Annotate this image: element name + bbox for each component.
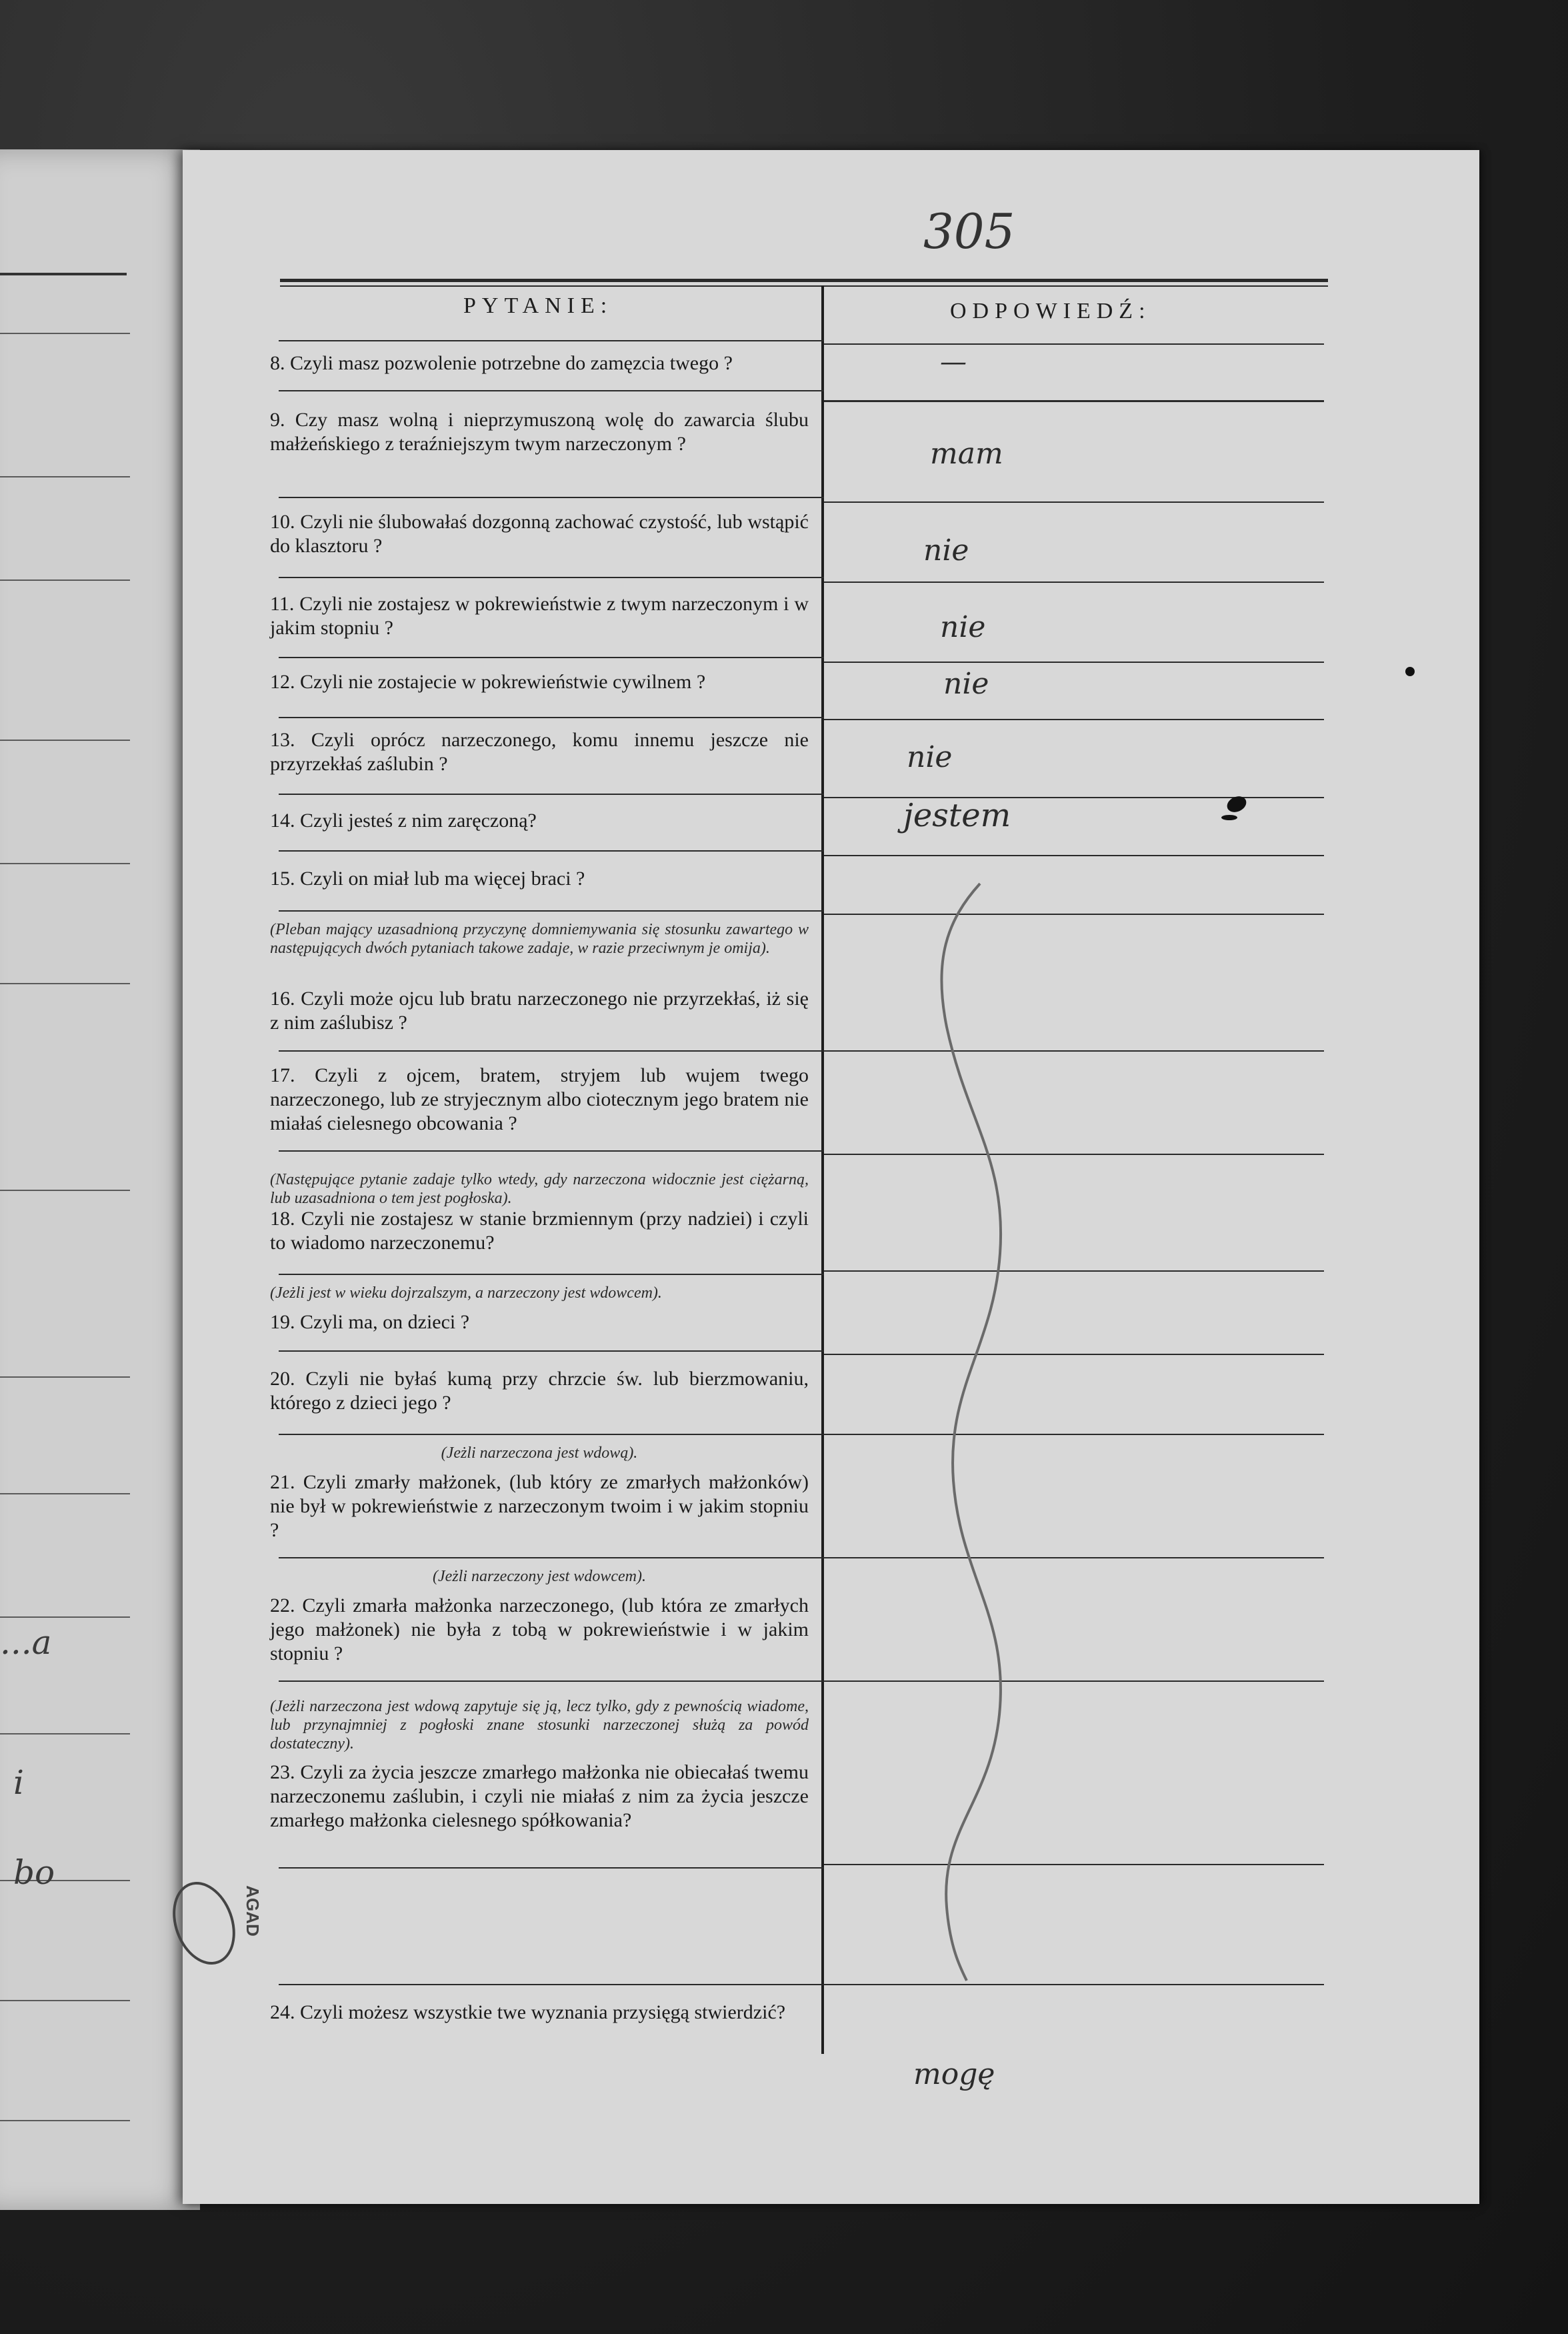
question-13: 13. Czyli oprócz narzeczonego, komu innemu jeszcze nie przyrzekłaś zaślubin ? xyxy=(270,729,809,775)
left-handwriting-1: ...a xyxy=(0,1623,52,1662)
answer-9: mam xyxy=(930,437,1003,471)
answer-11: nie xyxy=(940,610,986,644)
note-23: (Jeżli narzeczona jest wdową zapytuje się ją, lecz tylko, gdy z pewnością wiadome, lub przynajmniej z pogłoski znane stosunki narzeczonej służą za powód dostateczny). xyxy=(270,1698,809,1753)
note-18: (Następujące pytanie zadaje tylko wtedy, gdy narzeczona widocznie jest ciężarną, lub uzasadniona o tem jest pogłoska). xyxy=(270,1171,809,1207)
note-22: (Jeżli narzeczony jest wdowcem). xyxy=(433,1568,646,1585)
note-19: (Jeżli jest w wieku dojrzalszym, a narzeczony jest wdowcem). xyxy=(270,1284,662,1302)
blank-answer-wave-line xyxy=(920,880,1027,1987)
question-20: 20. Czyli nie byłaś kumą przy chrzcie św. lub bierzmowaniu, którego z dzieci jego ? xyxy=(270,1368,809,1414)
column-divider xyxy=(821,285,824,2054)
answer-12: nie xyxy=(943,667,989,701)
left-handwriting-2: i xyxy=(13,1763,24,1802)
question-14: 14. Czyli jesteś z nim zaręczoną? xyxy=(270,810,537,832)
question-23: 23. Czyli za życia jeszcze zmarłego małżonka nie obiecałaś twemu narzeczonemu zaślubin, i czyli nie miałaś z nim za życia jeszcze zmarłego małżonka cielesnego spółkowania? xyxy=(270,1761,809,1831)
question-16: 16. Czyli może ojcu lub bratu narzeczonego nie przyrzekłaś, iż się z nim zaślubisz ? xyxy=(270,988,809,1034)
answer-10: nie xyxy=(923,533,969,567)
question-12: 12. Czyli nie zostajecie w pokrewieństwie cywilnem ? xyxy=(270,671,706,693)
answer-13: nie xyxy=(907,740,953,774)
stamp-label: AGAD xyxy=(242,1885,263,1937)
left-handwriting-3: bo xyxy=(13,1853,55,1892)
question-18: 18. Czyli nie zostajesz w stanie brzmiennym (przy nadziei) i czyli to wiadomo narzeczonemu? xyxy=(270,1208,809,1254)
question-9: 9. Czy masz wolną i nieprzymuszoną wolę do zawarcia ślubu małżeńskiego z teraźniejszym twym narzeczonym ? xyxy=(270,409,809,455)
column-header-answer: ODPOWIEDŹ: xyxy=(950,299,1151,323)
question-22: 22. Czyli zmarła małżonka narzeczonego, (lub która ze zmarłych jego małżonek) nie była z tobą w pokrewieństwie i w jakim stopniu ? xyxy=(270,1594,809,1664)
question-10: 10. Czyli nie ślubowałaś dozgonną zachować czystość, lub wstąpić do klasztoru ? xyxy=(270,511,809,557)
note-21: (Jeżli narzeczona jest wdową). xyxy=(441,1444,638,1462)
question-24: 24. Czyli możesz wszystkie twe wyznania przysięgą stwierdzić? xyxy=(270,2001,786,2023)
question-15: 15. Czyli on miał lub ma więcej braci ? xyxy=(270,868,585,890)
question-8: 8. Czyli masz pozwolenie potrzebne do zamęzcia twego ? xyxy=(270,352,733,374)
page-number: 305 xyxy=(923,203,1015,259)
answer-24: mogę xyxy=(913,2057,995,2091)
question-17: 17. Czyli z ojcem, bratem, stryjem lub wujem twego narzeczonego, lub ze stryjecznym albo ciotecznym jego bratem nie miałaś cielesnego obcowania ? xyxy=(270,1064,809,1134)
answer-8: — xyxy=(940,347,967,377)
note-16: (Pleban mający uzasadnioną przyczynę domniemywania się stosunku zawartego w następujących dwóch pytaniach takowe zadaje, w razie przeciwnym je omija). xyxy=(270,921,809,957)
left-page xyxy=(0,149,200,2210)
answer-14: jestem xyxy=(903,797,1011,834)
question-21: 21. Czyli zmarły małżonek, (lub który ze zmarłych małżonków) nie był w pokrewieństwie z narzeczonym twoim i w jakim stopniu ? xyxy=(270,1471,809,1541)
question-19: 19. Czyli ma, on dzieci ? xyxy=(270,1311,470,1333)
question-11: 11. Czyli nie zostajesz w pokrewieństwie z twym narzeczonym i w jakim stopniu ? xyxy=(270,593,809,639)
column-header-question: PYTANIE: xyxy=(463,293,613,318)
